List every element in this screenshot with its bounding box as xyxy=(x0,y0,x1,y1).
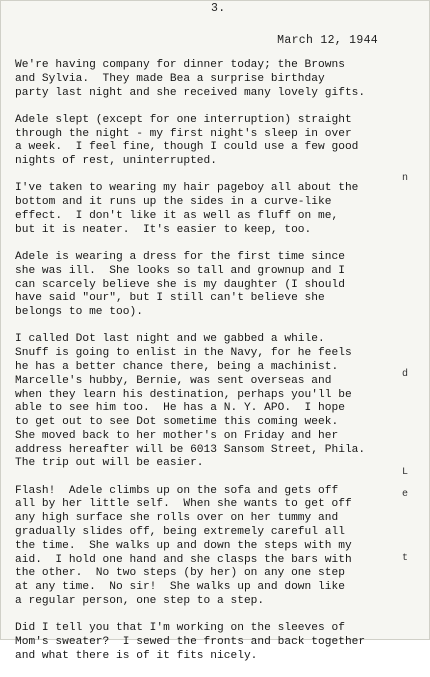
text-line: the time. She walks up and down the steps with my xyxy=(15,539,352,552)
text-line: party last night and she received many lovely gifts. xyxy=(15,86,366,99)
page-number: 3. xyxy=(211,2,226,15)
text-line: address hereafter will be 6013 Sansom Street, Phila. xyxy=(15,443,366,456)
margin-mark-n: n xyxy=(402,173,409,184)
text-line: at any time. No sir! She walks up and down like xyxy=(15,581,345,594)
text-line: and Sylvia. They made Bea a surprise birthday xyxy=(15,72,325,85)
text-line: Marcelle's hubby, Bernie, was sent overseas and xyxy=(15,374,332,387)
text-line: bottom and it runs up the sides in a curve-like xyxy=(15,196,332,209)
text-line: nights of rest, uninterrupted. xyxy=(15,155,218,168)
text-line: Flash! Adele climbs up on the sofa and gets off xyxy=(15,484,339,497)
text-line: aid. I hold one hand and she clasps the bars with xyxy=(15,553,352,566)
text-line: all by her little self. When she wants to get off xyxy=(15,498,352,511)
margin-mark-d: d xyxy=(402,369,409,380)
paragraph-company-dinner xyxy=(15,59,390,100)
paragraph-adele-slept xyxy=(15,114,390,169)
paragraph-called-dot xyxy=(15,333,390,471)
text-line: the other. No two steps (by her) on any one step xyxy=(15,567,345,580)
paragraph-flash xyxy=(15,485,390,609)
margin-mark-l: L xyxy=(402,467,409,478)
text-line: to get out to see Dot sometime this coming week. xyxy=(15,416,339,429)
text-line: but it is neater. It's easier to keep, too. xyxy=(15,223,312,236)
text-line: The trip out will be easier. xyxy=(15,457,204,470)
text-line: She moved back to her mother's on Friday and her xyxy=(15,429,339,442)
text-line: through the night - my first night's sleep in over xyxy=(15,127,352,140)
text-line: Mom's sweater? I sewed the fronts and back together xyxy=(15,636,366,649)
text-line: I called Dot last night and we gabbed a while. xyxy=(15,333,325,346)
text-line: Adele is wearing a dress for the first time since xyxy=(15,250,345,263)
text-line: Did I tell you that I'm working on the sleeves of xyxy=(15,622,345,635)
text-line: belongs to me too). xyxy=(15,306,143,319)
text-line: Adele slept (except for one interruption) straight xyxy=(15,113,352,126)
text-line: have said "our", but I still can't believe she xyxy=(15,292,325,305)
text-line: a regular person, one step to a step. xyxy=(15,595,265,608)
text-line: We're having company for dinner today; the Browns xyxy=(15,59,345,71)
text-line: a week. I feel fine, though I could use a few good xyxy=(15,141,359,154)
margin-mark-t: t xyxy=(402,553,409,564)
text-line: can scarcely believe she is my daughter (I should xyxy=(15,278,345,291)
text-line: when they learn his destination, perhaps you'll be xyxy=(15,388,352,401)
text-line: and what there is of it fits nicely. xyxy=(15,649,258,662)
letter-date: March 12, 1944 xyxy=(277,34,378,47)
text-line: he has a better chance there, being a machinist. xyxy=(15,360,339,373)
text-line: any high surface she rolls over on her tummy and xyxy=(15,512,339,525)
text-line: effect. I don't like it as well as fluff on me, xyxy=(15,209,339,222)
text-line: I've taken to wearing my hair pageboy all about the xyxy=(15,182,359,195)
paragraph-adele-dress xyxy=(15,251,390,320)
paragraph-hair-pageboy xyxy=(15,182,390,237)
margin-mark-e: e xyxy=(402,489,409,500)
text-line: able to see him too. He has a N. Y. APO. I hope xyxy=(15,402,345,415)
text-line: gradually slides off, being extremely careful all xyxy=(15,526,345,539)
text-line: she was ill. She looks so tall and grownup and I xyxy=(15,264,345,277)
text-line: Snuff is going to enlist in the Navy, for he feels xyxy=(15,347,352,360)
paragraph-sweater xyxy=(15,622,390,663)
letter-body xyxy=(15,59,390,677)
